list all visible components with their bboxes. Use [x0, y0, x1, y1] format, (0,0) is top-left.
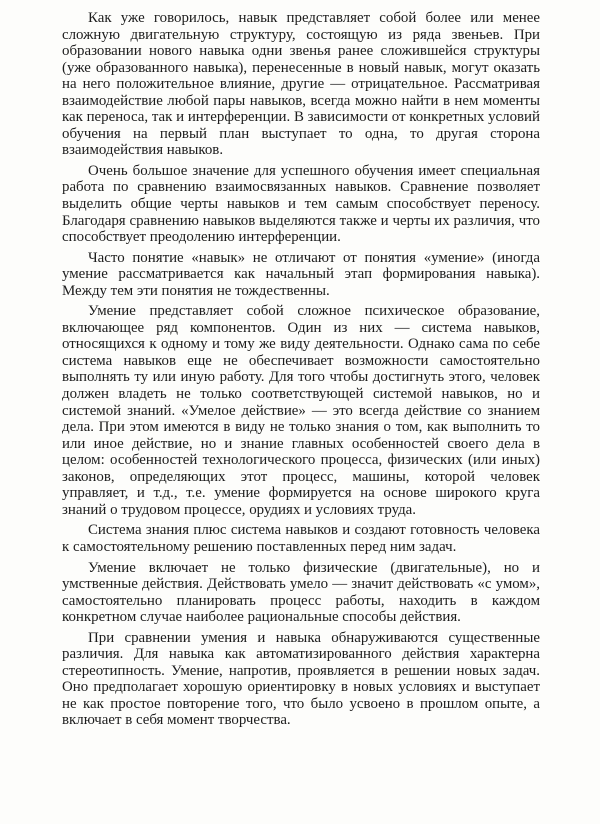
paragraph-mental-actions: Умение включает не только физические (двигательные), но и умственные действия. Действовать умело — значит действовать «с умом», самостоятельно планировать процесс работы, находить в каждом конкретном случае наиболее рациональные способы действия.	[62, 559, 540, 626]
paragraph-differences: При сравнении умения и навыка обнаруживаются существенные различия. Для навыка как автоматизированного действия характерна стереотипность. Умение, напротив, проявляется в решении новых задач. Оно предполагает хорошую ориентировку в новых условиях и выступает не как простое повторение того, что было усвоено в прошлом опыте, а включает в себя момент творчества.	[62, 629, 540, 729]
paragraph-skill-vs-ability: Часто понятие «навык» не отличают от понятия «умение» (иногда умение рассматривается как начальный этап формирования навыка). Между тем эти понятия не тождественны.	[62, 249, 540, 299]
paragraph-skill-comparison: Очень большое значение для успешного обучения имеет специальная работа по сравнению взаимосвязанных навыков. Сравнение позволяет выделить общие черты навыков и тем самым способствует переносу. Благодаря сравнению навыков выделяются также и черты их различия, что способствует преодолению интерференции.	[62, 162, 540, 246]
body-text	[62, 10, 540, 733]
paragraph-knowledge-system: Система знания плюс система навыков и создают готовность человека к самостоятельному решению поставленных перед ним задач.	[62, 522, 540, 555]
paragraph-skill-structure: Как уже говорилось, навык представляет собой более или менее сложную двигательную структуру, состоящую из ряда звеньев. При образовании нового навыка одни звенья ранее сложившейся структуры (уже образованного навыка), перенесенные в новый навык, могут оказать на него положительное влияние, другие — отрицательное. Рассматривая взаимодействие любой пары навыков, всегда можно найти в нем моменты как переноса, так и интерференции. В зависимости от конкретных условий обучения на первый план выступает то одна, то другая сторона взаимодействия навыков.	[62, 10, 540, 159]
paragraph-ability-definition: Умение представляет собой сложное психическое образование, включающее ряд компонентов. Один из них — система навыков, относящихся к одному и тому же виду деятельности. Однако сама по себе система навыков еще не обеспечивает возможности самостоятельно выполнять ту или иную работу. Для того чтобы достигнуть этого, человек должен владеть не только соответствующей системой навыков, но и системой знаний. «Умелое действие» — это всегда действие со знанием дела. При этом имеются в виду не только знания о том, как выполнить то или иное действие, но и знание главных особенностей своего дела в целом: особенностей технологического процесса, физических (или иных) законов, определяющих этот процесс, машины, которой человек управляет, и т.д., т.е. умение формируется на основе широкого круга знаний о трудовом процессе, орудиях и условиях труда.	[62, 303, 540, 518]
